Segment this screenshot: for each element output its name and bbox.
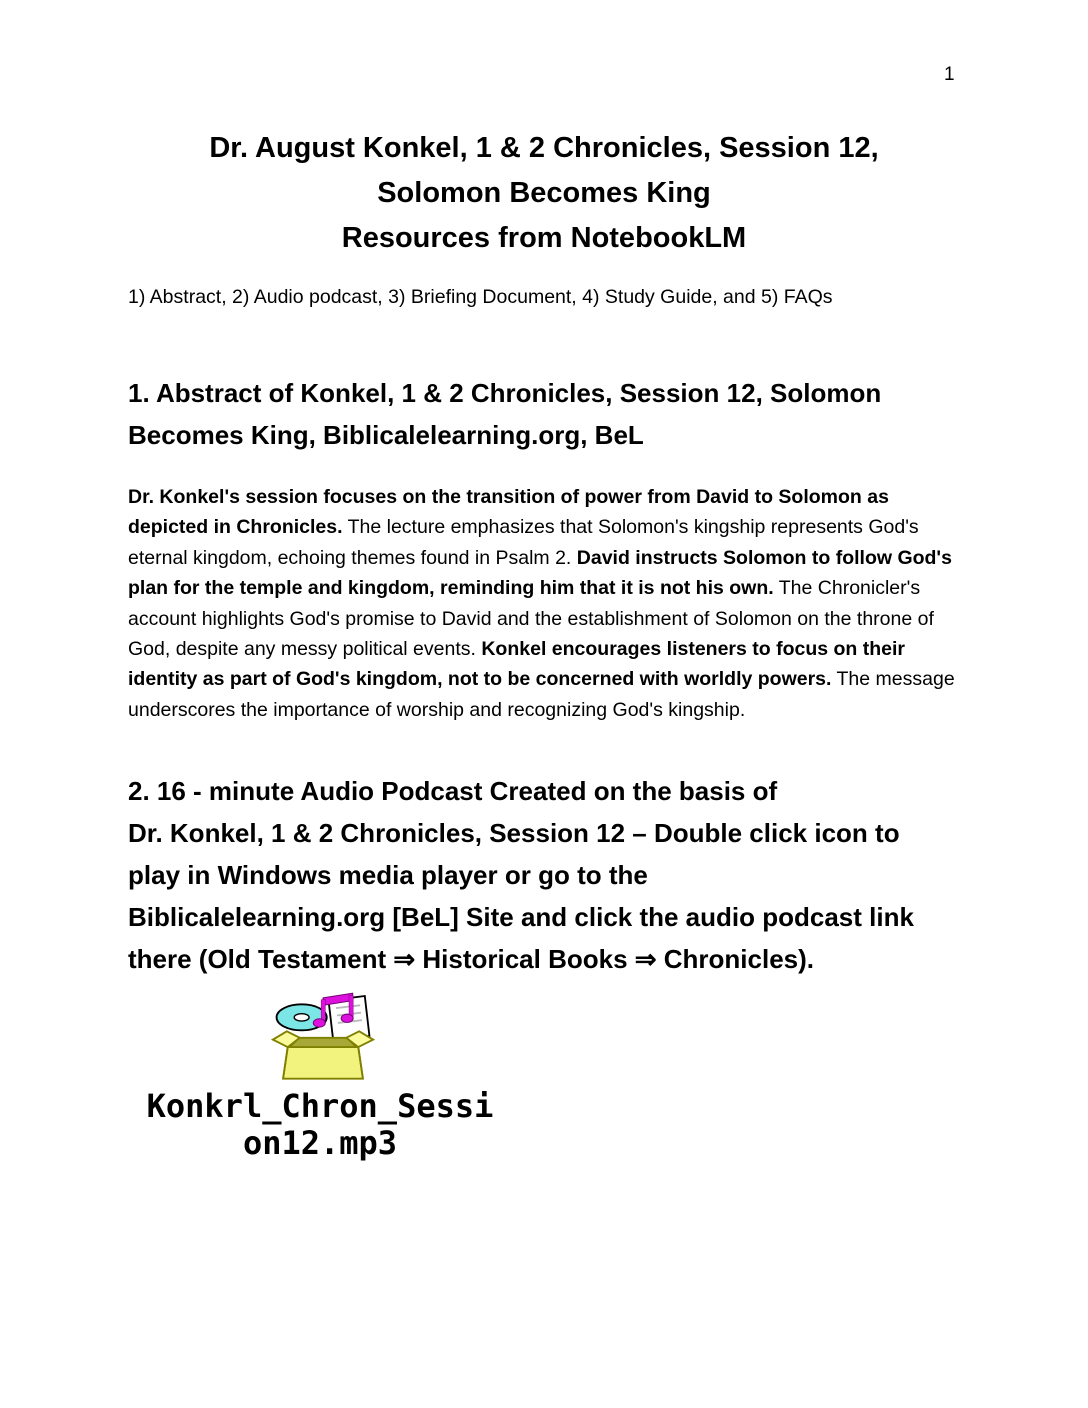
mp3-file-name-line-1[interactable]: Konkrl_Chron_Sessi [146, 1087, 494, 1125]
title-line-1: Dr. August Konkel, 1 & 2 Chronicles, Session 12, [209, 132, 879, 164]
document-title [0, 126, 1088, 261]
abstract-run-3: David instructs Solomon to follow God's plan for the temple and kingdom, reminding him that it is not his own. [128, 546, 952, 600]
abstract-section-heading [128, 372, 881, 456]
podcast-heading-line-5: there (Old Testament ⇒ Historical Books ⇒ Chronicles). [128, 944, 815, 974]
page-number: 1 [944, 64, 955, 85]
abstract-run-5: Konkel encourages listeners to focus on their identity as part of God's kingdom, not to be concerned with worldly powers. [128, 638, 906, 691]
podcast-heading-line-3: play in Windows media player or go to the [128, 860, 648, 890]
abstract-run-1: Dr. Konkel's session focuses on the transition of power from David to Solomon as depicted in Chronicles. [128, 486, 889, 539]
abstract-heading-line-1: 1. Abstract of Konkel, 1 & 2 Chronicles, Session 12, Solomon [128, 378, 882, 408]
abstract-paragraph [128, 482, 958, 725]
audio-media-file-icon[interactable] [271, 988, 375, 1087]
abstract-run-2: The lecture emphasizes that Solomon's kingship represents God's eternal kingdom, echoing themes found in Psalm 2. [128, 516, 919, 569]
mp3-file-shortcut [128, 988, 512, 1161]
title-line-2: Solomon Becomes King [377, 177, 711, 209]
podcast-section-heading [128, 770, 914, 980]
title-line-3: Resources from NotebookLM [341, 222, 747, 254]
podcast-heading-line-4: Biblicalelearning.org [BeL] Site and click the audio podcast link [128, 902, 914, 932]
audio-media-file-icon-graphic [271, 988, 375, 1082]
mp3-file-name-line-2[interactable]: on12.mp3 [242, 1124, 398, 1162]
abstract-run-4: The Chronicler's account highlights God's promise to David and the establishment of Solomon on the throne of God, despite any messy political events. [128, 577, 934, 661]
contents-summary-line: 1) Abstract, 2) Audio podcast, 3) Briefing Document, 4) Study Guide, and 5) FAQs [128, 286, 833, 308]
abstract-run-6: The message underscores the importance of worship and recognizing God's kingship. [128, 668, 955, 721]
podcast-heading-line-2: Dr. Konkel, 1 & 2 Chronicles, Session 12 – Double click icon to [128, 818, 900, 848]
abstract-heading-line-2: Becomes King, Biblicalelearning.org, BeL [128, 420, 644, 450]
podcast-heading-line-1: 2. 16 - minute Audio Podcast Created on the basis of [128, 776, 778, 806]
